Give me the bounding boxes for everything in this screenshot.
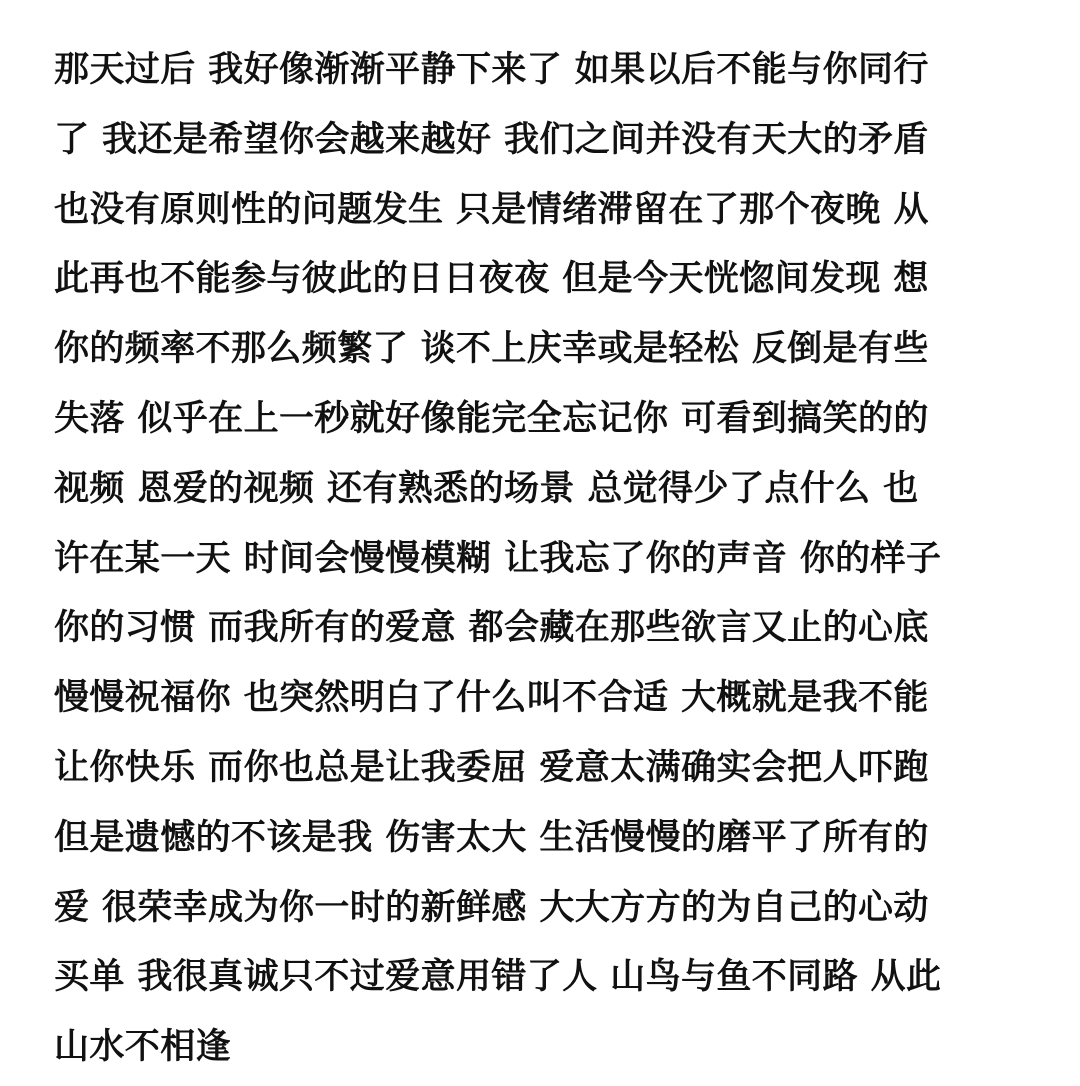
text-line-15: 山水不相逢 (54, 1027, 232, 1068)
text-line-14: 买单 我很真诚只不过爱意用错了人 山鸟与鱼不同路 从此 (54, 957, 942, 998)
text-line-3: 也没有原则性的问题发生 只是情绪滞留在了那个夜晚 从 (54, 189, 929, 230)
text-line-7: 视频 恩爱的视频 还有熟悉的场景 总觉得少了点什么 也 (54, 468, 919, 509)
text-line-1: 那天过后 我好像渐渐平静下来了 如果以后不能与你同行 (54, 50, 929, 90)
text-line-4: 此再也不能参与彼此的日日夜夜 但是今天恍惚间发现 想 (54, 259, 929, 300)
text-line-11: 让你快乐 而你也总是让我委屈 爱意太满确实会把人吓跑 (54, 747, 929, 788)
text-line-2: 了 我还是希望你会越来越好 我们之间并没有天大的矛盾 (54, 119, 929, 160)
text-block (54, 36, 1044, 1083)
text-line-10: 慢慢祝福你 也突然明白了什么叫不合适 大概就是我不能 (54, 678, 929, 719)
text-line-13: 爱 很荣幸成为你一时的新鲜感 大大方方的为自己的心动 (54, 887, 929, 928)
text-line-6: 失落 似乎在上一秒就好像能完全忘记你 可看到搞笑的的 (54, 398, 929, 439)
text-line-12: 但是遗憾的不该是我 伤害太大 生活慢慢的磨平了所有的 (54, 817, 929, 858)
text-line-8: 许在某一天 时间会慢慢模糊 让我忘了你的声音 你的样子 (54, 538, 942, 579)
text-line-9: 你的习惯 而我所有的爱意 都会藏在那些欲言又止的心底 (54, 608, 929, 649)
text-line-5: 你的频率不那么频繁了 谈不上庆幸或是轻松 反倒是有些 (54, 329, 929, 370)
